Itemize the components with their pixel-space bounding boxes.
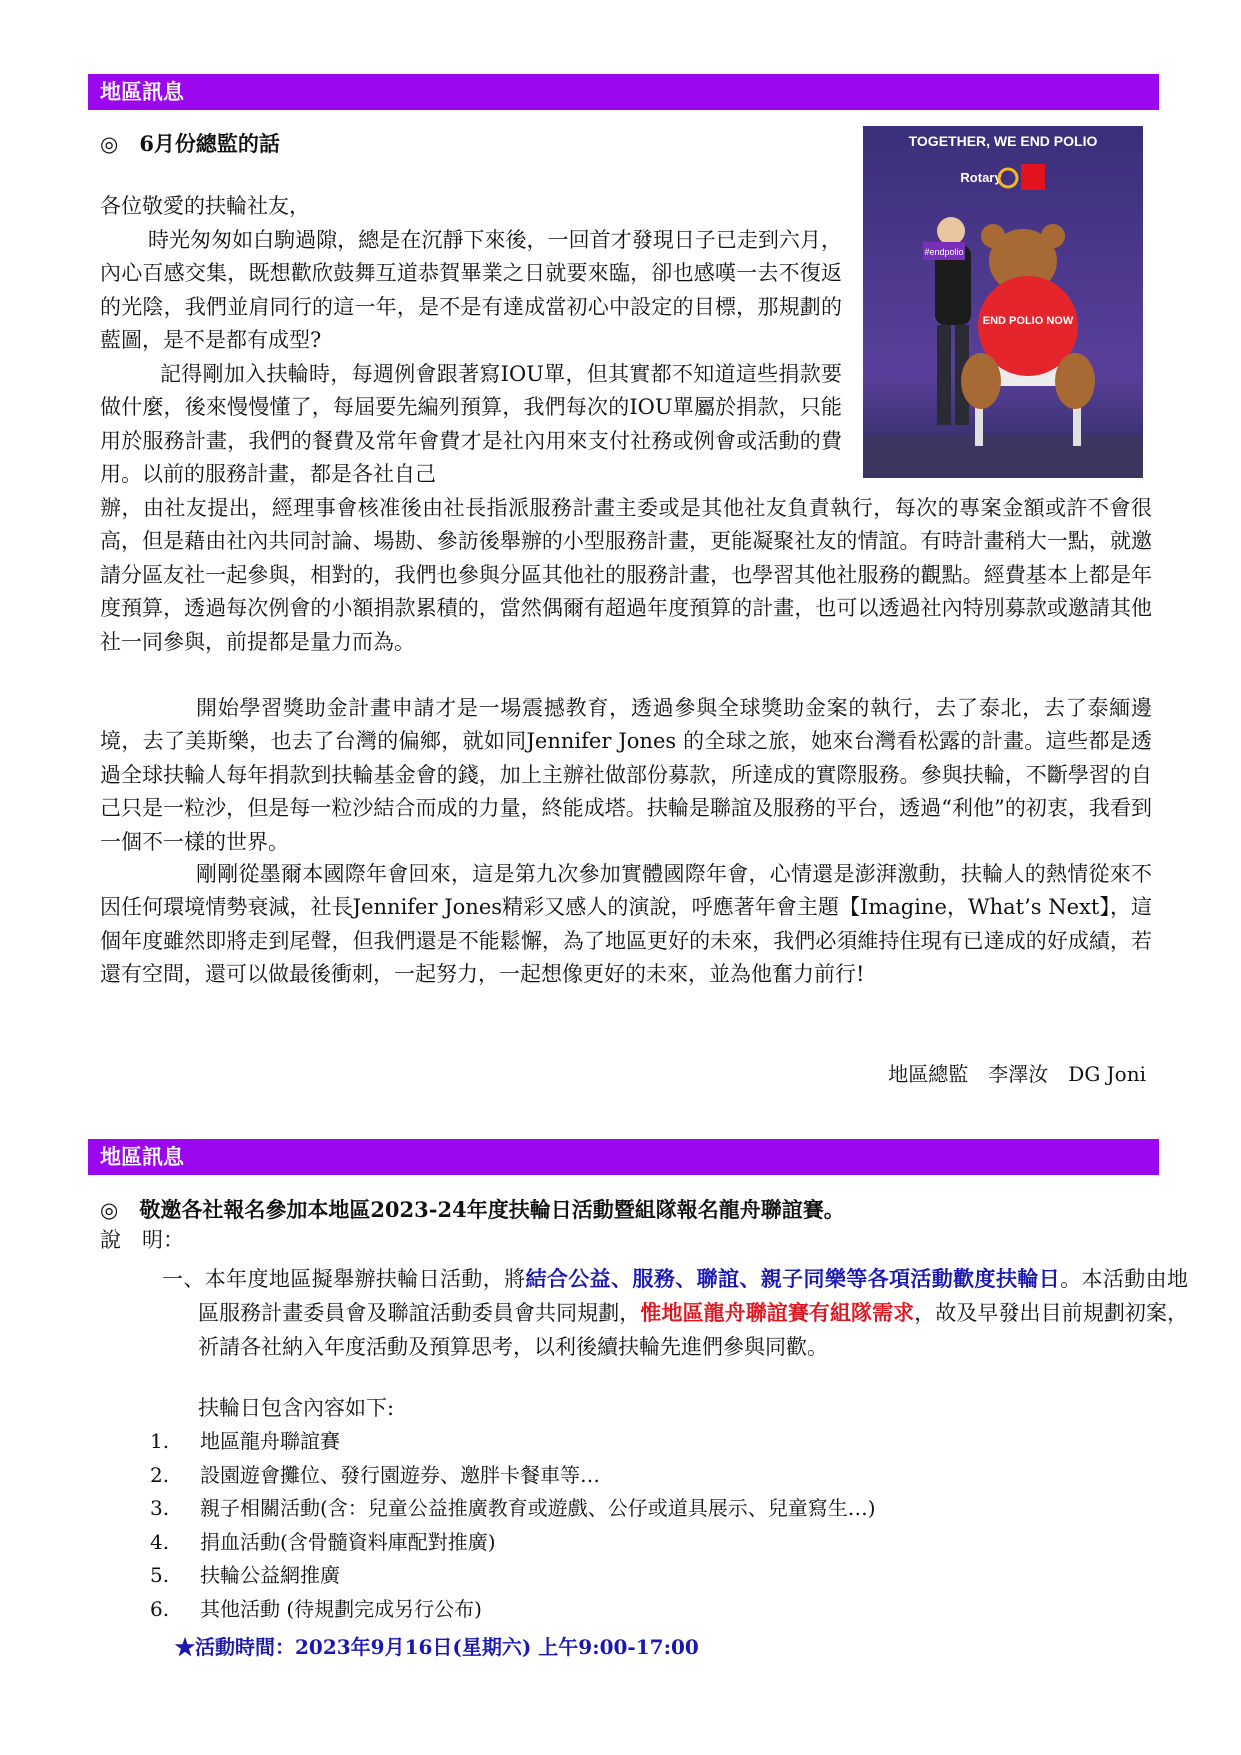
list-text: 其他活動 (待規劃完成另行公布) bbox=[200, 1596, 482, 1621]
paragraph: 開始學習獎助金計畫申請才是一場震撼教育，透過參與全球獎助金案的執行，去了泰北，去了泰緬邊境，去了美斯樂，也去了台灣的偏鄉，就如同Jennifer Jones 的全球之旅，她來台灣看松露的計畫。這些都是透過全球扶輪人每年捐款到扶輪基金會的錢，加上主辦社做部份募款，所達成的實際服務。參與扶輪，不斷學習的自己只是一粒沙，但是每一粒沙結合而成的力量，終能成塔。扶輪是聯誼及服務的平台，透過“利他”的初衷，我看到一個不一樣的世界。 bbox=[100, 696, 1152, 854]
district-governor-photo bbox=[863, 126, 1143, 478]
section-bar: 地區訊息 bbox=[88, 1139, 1159, 1175]
list-text: 扶輪公益網推廣 bbox=[200, 1563, 340, 1587]
list-item bbox=[150, 1459, 876, 1493]
content-list bbox=[150, 1425, 876, 1626]
event-time: ★活動時間：2023年9月16日(星期六) 上午9:00-17:00 bbox=[175, 1635, 699, 1659]
paragraph: 剛剛從墨爾本國際年會回來，這是第九次參加實體國際年會，心情還是澎湃激動，扶輪人的熱情從來不因任何環境情勢衰減，社長Jennifer Jones精彩又感人的演說，呼應著年會主題【Imagine，What’s Next】，這個年度雖然即將走到尾聲，但我們還是不能鬆懈，為了地區更好的未來，我們必須維持住現有已達成的好成績，若還有空間，還可以做最後衝刺，一起努力，一起想像更好的未來，並為他奮力前行! bbox=[100, 862, 1152, 987]
person-head bbox=[937, 217, 965, 245]
list-item bbox=[150, 1492, 876, 1526]
greeting: 各位敬愛的扶輪社友， bbox=[100, 194, 310, 218]
list-item bbox=[150, 1526, 876, 1560]
endpolio-sign-text: #endpolio bbox=[924, 247, 964, 257]
item-1 bbox=[162, 1262, 1188, 1364]
teddy-bear-leg bbox=[961, 353, 1001, 409]
list-text: 設園遊會攤位、發行園遊券、邀胖卡餐車等… bbox=[200, 1462, 600, 1487]
list-number: 2. bbox=[150, 1462, 170, 1487]
list-number: 6. bbox=[150, 1596, 170, 1621]
section-heading: ◎ 6月份總監的話 bbox=[100, 131, 280, 156]
list-number: 3. bbox=[150, 1496, 170, 1520]
list-text: 親子相關活動(含：兒童公益推廣教育或遊戲、公仔或道具展示、兒童寫生…) bbox=[200, 1496, 876, 1520]
teddy-bear-leg bbox=[1055, 353, 1095, 409]
end-polio-logo bbox=[1021, 164, 1045, 190]
photo-banner-text: TOGETHER, WE END POLIO bbox=[908, 133, 1098, 149]
section-bar: 地區訊息 bbox=[88, 74, 1159, 110]
list-item bbox=[150, 1593, 876, 1627]
person-leg-left bbox=[937, 325, 951, 425]
list-number: 4. bbox=[150, 1529, 170, 1554]
list-text: 捐血活動(含骨髓資料庫配對推廣) bbox=[200, 1529, 496, 1554]
list-text: 地區龍舟聯誼賽 bbox=[200, 1429, 340, 1453]
signature: 地區總監 李澤汝 DG Joni bbox=[888, 1062, 1146, 1086]
item-1-text: ，故及早發出目前規劃初案，祈請各社納入年度活動及預算思考，以利後續扶輪先進們參與同歡。 bbox=[198, 1301, 1189, 1359]
list-item bbox=[150, 1425, 876, 1459]
section-heading: ◎ 敬邀各社報名參加本地區2023-24年度扶輪日活動暨組隊報名龍舟聯誼賽。 bbox=[100, 1197, 845, 1222]
list-item bbox=[150, 1559, 876, 1593]
item-1-highlight-red: 惟地區龍舟聯誼賽有組隊需求 bbox=[640, 1300, 915, 1326]
teddy-bear-ear bbox=[1041, 224, 1065, 248]
teddy-bear-ear bbox=[981, 224, 1005, 248]
item-1-text: 一、本年度地區擬舉辦扶輪日活動，將 bbox=[162, 1267, 526, 1291]
teddy-shirt-text: END POLIO NOW bbox=[982, 315, 1074, 327]
photo-illustration bbox=[863, 126, 1143, 478]
list-number: 1. bbox=[150, 1429, 170, 1453]
paragraph: 辦，由社友提出，經理事會核准後由社長指派服務計畫主委或是其他社友負責執行，每次的專案金額或許不會很高，但是藉由社內共同討論、場勘、參訪後舉辦的小型服務計畫，更能凝聚社友的情誼。有時計畫稍大一點，就邀請分區友社一起參與，相對的，我們也參與分區其他社的服務計畫，也學習其他社服務的觀點。經費基本上都是年度預算，透過每次例會的小額捐款累積的，當然偶爾有超過年度預算的計畫，也可以透過社內特別募款或邀請其他社一同參與，前提都是量力而為。 bbox=[100, 496, 1152, 654]
paragraph: 時光匆匆如白駒過隙，總是在沉靜下來後，一回首才發現日子已走到六月，內心百感交集，既想歡欣鼓舞互道恭賀畢業之日就要來臨，卻也感嘆一去不復返的光陰，我們並肩同行的這一年，是不是有達成當初心中設定的目標，那規劃的藍圖，是不是都有成型? bbox=[100, 228, 842, 353]
content-intro: 扶輪日包含內容如下: bbox=[198, 1396, 395, 1420]
rotary-logo-text: Rotary bbox=[960, 170, 1002, 185]
item-1-text: 。本活動由地區服務計畫委員會及聯誼活動委員會共同規劃， bbox=[198, 1267, 1189, 1326]
explain-label: 說 明： bbox=[100, 1228, 184, 1252]
list-number: 5. bbox=[150, 1563, 170, 1587]
paragraph: 記得剛加入扶輪時，每週例會跟著寫IOU單，但其實都不知道這些捐款要做什麼，後來慢慢懂了，每屆要先編列預算，我們每次的IOU單屬於捐款，只能用於服務計畫，我們的餐費及常年會費才是社內用來支付社務或例會或活動的費用。以前的服務計畫，都是各社自己 bbox=[100, 362, 842, 487]
item-1-highlight-blue: 結合公益、服務、聯誼、親子同樂等各項活動歡度扶輪日 bbox=[525, 1266, 1061, 1291]
